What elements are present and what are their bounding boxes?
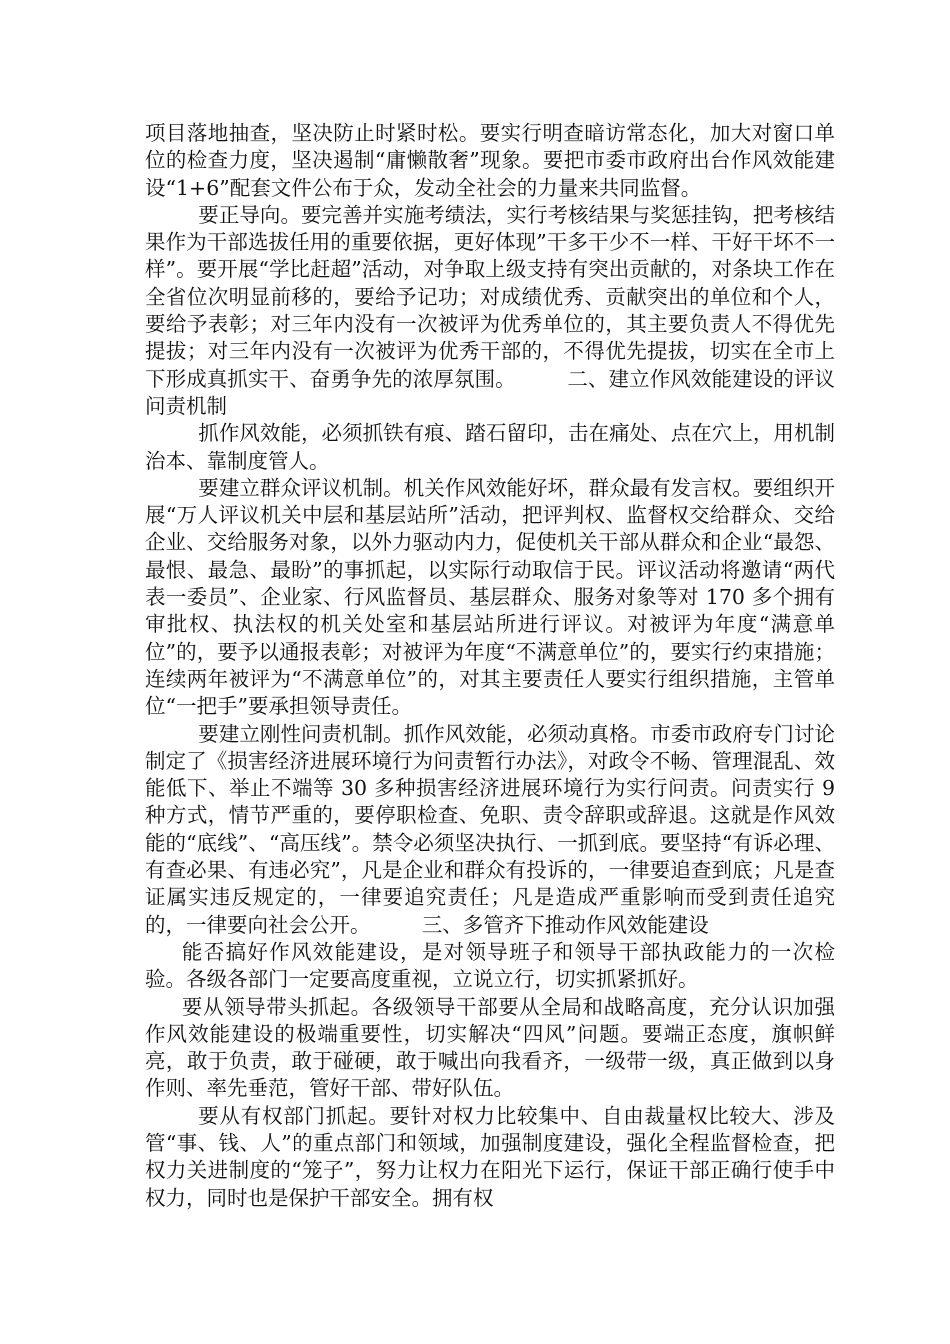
paragraph-1: 项目落地抽查，坚决防止时紧时松。要实行明查暗访常态化，加大对窗口单位的检查力度，坚决遏制“庸懒散奢”现象。要把市委市政府出台作风效能建设“1+6”配套文件公布于众，发动全社会的力量来共同监督。 (145, 121, 835, 200)
paragraph-3: 抓作风效能，必须抓铁有痕、踏石留印，击在痛处、点在穴上，用机制治本、靠制度管人。 (145, 421, 835, 473)
document-body (145, 120, 835, 1212)
paragraph-6: 能否搞好作风效能建设，是对领导班子和领导干部执政能力的一次检验。各级各部门一定要高度重视，立说立行，切实抓紧抓好。 (145, 939, 835, 992)
paragraph-5: 要建立刚性问责机制。抓作风效能，必须动真格。市委市政府专门讨论制定了《损害经济进展环境行为问责暂行办法》，对政令不畅、管理混乱、效能低下、举止不端等 30 多种损害经济进展环境行为实行问责。问责实行 9 种方式，情节严重的，要停职检查、免职、责令辞职或辞退。这就是作风效能的“底线”、“高压线”。禁令必须坚决执行、一抓到底。要坚持“有诉必理、有查必果、有违必究”，凡是企业和群众有投诉的，一律要追查到底；凡是查证属实违反规定的，一律要追究责任；凡是造成严重影响而受到责任追究的，一律要向社会公开。 三、多管齐下推动作风效能建设 (145, 721, 835, 937)
paragraph-4: 要建立群众评议机制。机关作风效能好坏，群众最有发言权。要组织开展“万人评议机关中层和基层站所”活动，把评判权、监督权交给群众、交给企业、交给服务对象，以外力驱动内力，促使机关干部从群众和企业“最怨、最恨、最急、最盼”的事抓起，以实际行动取信于民。评议活动将邀请“两代表一委员”、企业家、行风监督员、基层群众、服务对象等对 170 多个拥有审批权、执法权的机关处室和基层站所进行评议。对被评为年度“满意单位”的，要予以通报表彰；对被评为年度“不满意单位”的，要实行约束措施；连续两年被评为“不满意单位”的，对其主要责任人要实行组织措施，主管单位“一把手”要承担领导责任。 (145, 475, 835, 719)
paragraph-2: 要正导向。要完善并实施考绩法，实行考核结果与奖惩挂钩，把考核结果作为干部选拔任用的重要依据，更好体现”干多干少不一样、干好干坏不一样”。要开展“学比赶超”活动，对争取上级支持有突出贡献的，对条块工作在全省位次明显前移的，要给予记功；对成绩优秀、贡献突出的单位和个人，要给予表彰；对三年内没有一次被评为优秀单位的，其主要负责人不得优先提拔；对三年内没有一次被评为优秀干部的，不得优先提拔，切实在全市上下形成真抓实干、奋勇争先的浓厚氛围。 二、建立作风效能建设的评议问责机制 (145, 202, 835, 418)
paragraph-8: 要从有权部门抓起。要针对权力比较集中、自由裁量权比较大、涉及管“事、钱、人”的重点部门和领域，加强制度建设，强化全程监督检查，把权力关进制度的“笼子”，努力让权力在阳光下运行，保证干部正确行使手中权力，同时也是保护干部安全。拥有权 (145, 1103, 835, 1210)
paragraph-7: 要从领导带头抓起。各级领导干部要从全局和战略高度，充分认识加强作风效能建设的极端重要性，切实解决“四风”问题。要端正态度，旗帜鲜亮，敢于负责，敢于碰硬，敢于喊出向我看齐，一级带一级，真正做到以身作则、率先垂范，管好干部、带好队伍。 (145, 994, 835, 1101)
